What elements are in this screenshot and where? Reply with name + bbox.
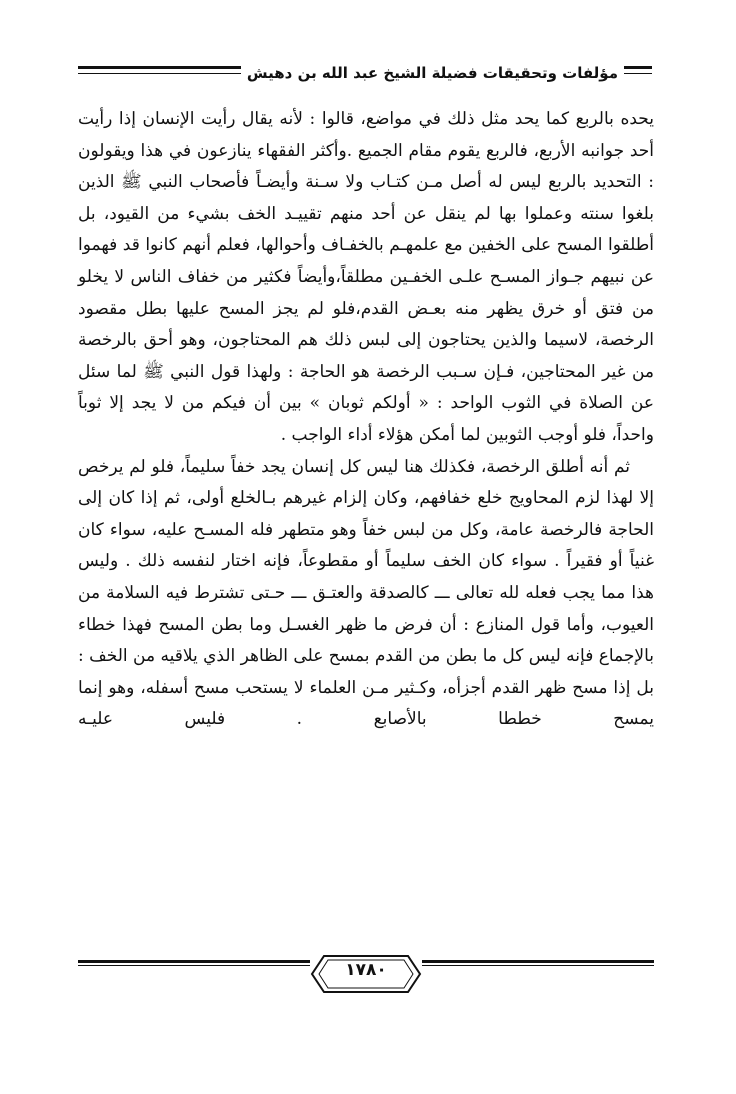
page-footer bbox=[78, 954, 654, 994]
header-rule-right bbox=[624, 66, 652, 74]
paragraph-2: ثم أنه أطلق الرخصة، فكذلك هنا ليس كل إنسان يجد خفاً سليماً، فلو لم يرخص إلا لهذا لزم المحاويج خلع خفافهم، وكان إلزام غيرهم بـالخلع أولى، ثم إذا كان إلى الحاجة فالرخصة عامة، وكل من لبس خفاً وهو متطهر فله المسـح عليه، سواء كان غنياً أو فقيراً . سواء كان الخف سليماً أو مقطوعاً، فإنه اختار لنفسه ذلك . وليس هذا مما يجب فعله لله تعالى ـــ كالصدقة والعتـق ـــ حـتى تشترط فيه السلامة من العيوب، وأما قول المنازع : أن فرض ما ظهر الغسـل وما بطن المسح فهذا خطاء بالإجماع فإنه ليس كل ما بطن من القدم بمسح على الظاهر الذي يلاقيه من الخف : بل إذا مسح ظهر القدم أجزأه، وكـثير مـن العلماء لا يستحب مسح أسفله، وهو إنما يمسح خططا بالأصابع . فليس عليـه bbox=[78, 456, 654, 730]
footer-rule-left bbox=[78, 960, 310, 966]
paragraph-1: يحده بالربع كما يحد مثل ذلك في مواضع، قالوا : لأنه يقال رأيت الإنسان إذا رأيت أحد جوانبه الأربع، فالربع يقوم مقام الجميع .وأكثر الفقهاء ينازعون في هذا ويقولون : التحديد بالربع ليس له أصل مـن كتـاب ولا سـنة وأيضـاً فأصحاب النبي ﷺ الذين بلغوا سنته وعملوا بها لم ينقل عن أحد منهم تقييـد الخف بشيء من القيود، بل أطلقوا المسح على الخفين مع علمهـم بالخفـاف وأحوالها، فعلم أنهم كانوا قد فهموا عن نبيهم جـواز المسـح علـى الخفـين مطلقاً،وأيضاً فكثير من خفاف الناس لا يخلو من فتق أو خرق يظهر منه بعـض القدم،فلو لم يجز المسح عليها بطل مقصود الرخصة، لاسيما والذين يحتاجون إلى لبس ذلك هم المحتاجون، وهو أحق بالرخصة من غير المحتاجين، فـإن سـبب الرخصة هو الحاجة : ولهذا قول النبي ﷺ لما سئل عن الصلاة في الثوب الواحد : « أولكم ثوبان » بين أن فيكم من لا يجد إلا ثوباً واحداً، فلو أوجب الثوبين لما أمكن هؤلاء أداء الواجب . bbox=[78, 109, 654, 445]
page-body bbox=[78, 104, 654, 736]
page-number: ١٧٨٠ bbox=[345, 960, 387, 980]
footer-rule-right bbox=[422, 960, 654, 966]
running-header bbox=[78, 62, 652, 86]
page-number-badge bbox=[310, 954, 422, 994]
header-title: مؤلفات وتحقيقات فضيلة الشيخ عبد الله بن دهيش bbox=[241, 64, 624, 82]
